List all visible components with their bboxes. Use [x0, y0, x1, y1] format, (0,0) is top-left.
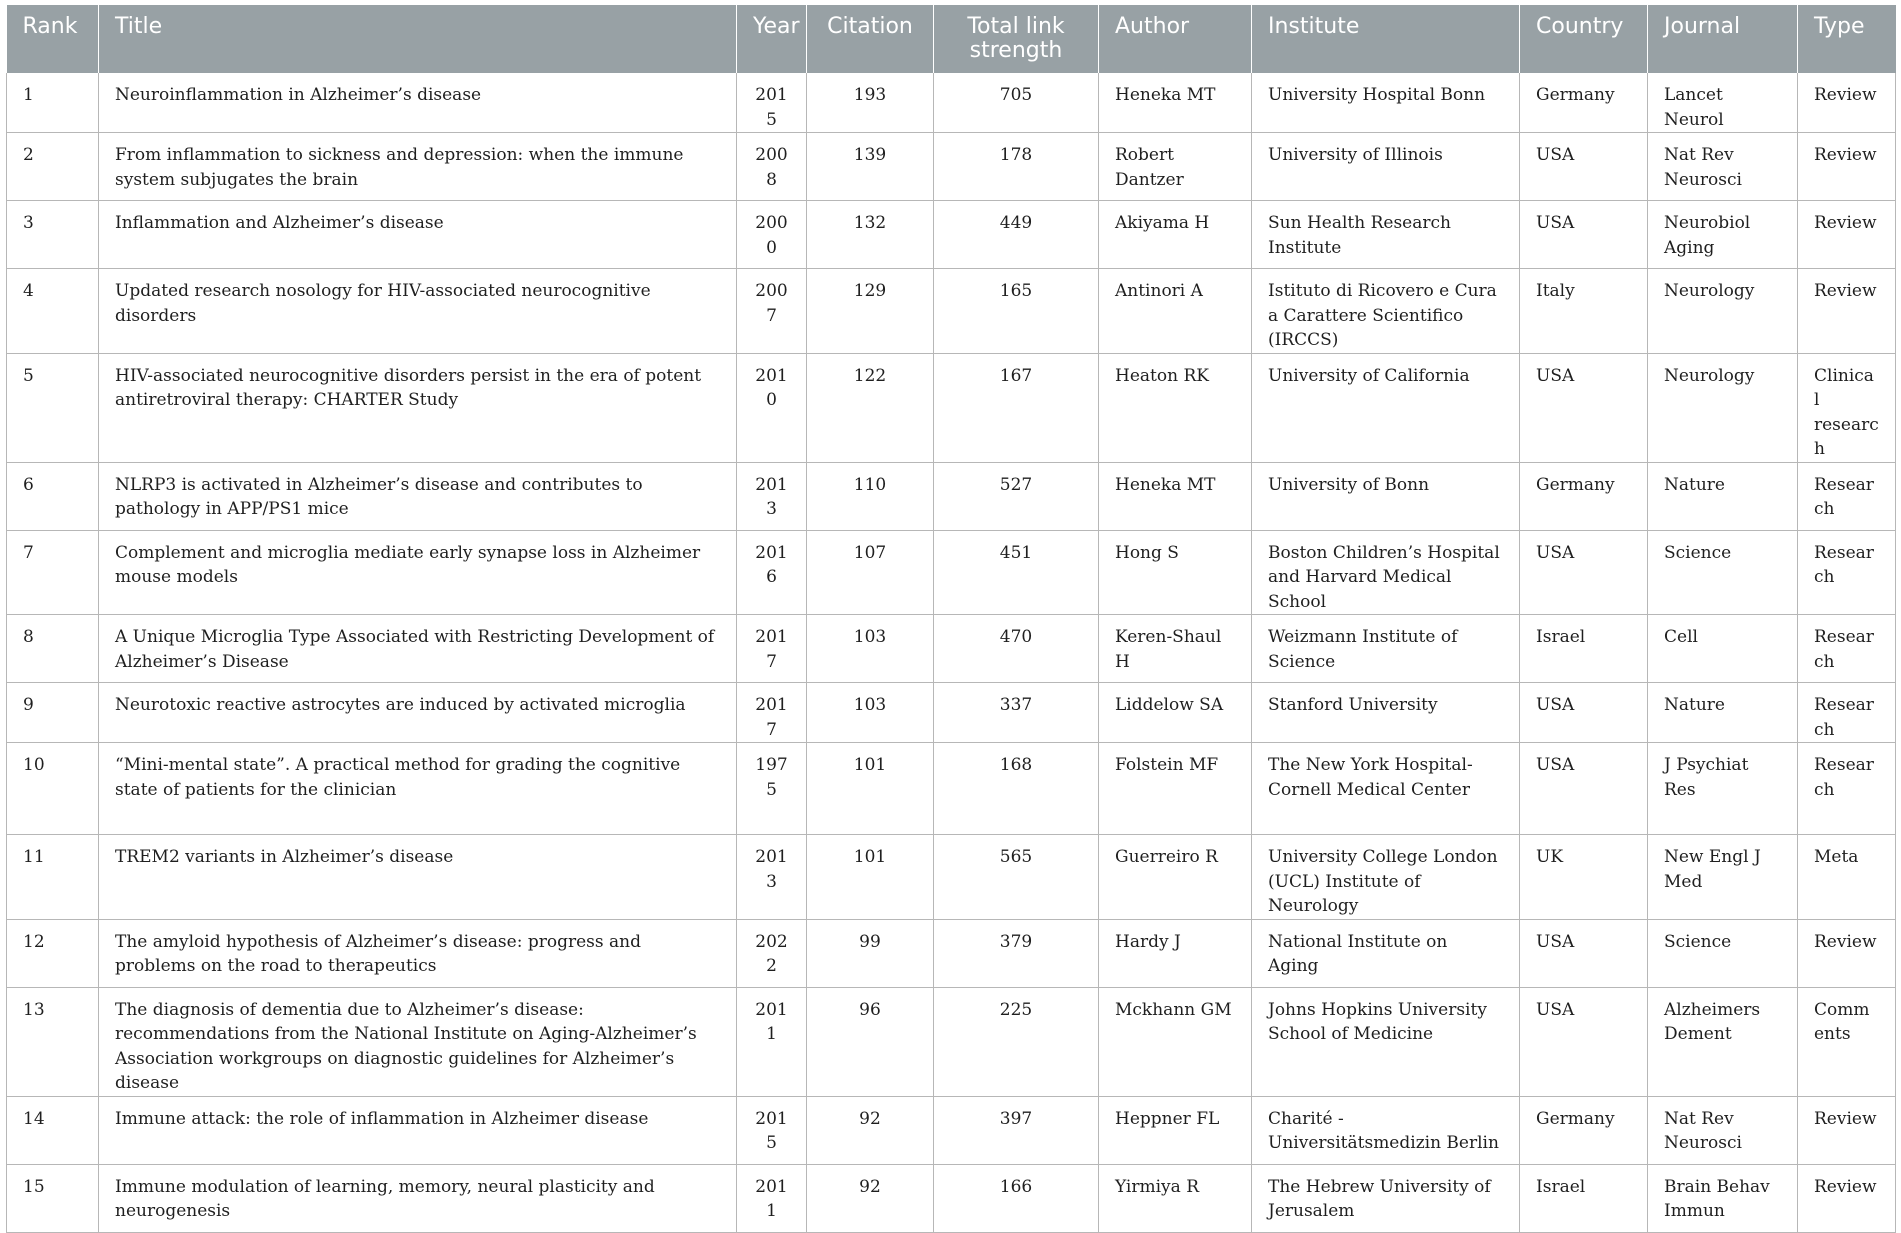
cell-citation: 107 — [807, 530, 934, 615]
cell-institute: The Hebrew University of Jerusalem — [1252, 1164, 1520, 1232]
cell-type: Comments — [1798, 987, 1896, 1096]
cell-author: Yirmiya R — [1099, 1164, 1252, 1232]
column-header-type: Type — [1798, 5, 1896, 73]
cell-journal: Brain Behav Immun — [1648, 1164, 1798, 1232]
cell-total-link-strength: 397 — [934, 1096, 1099, 1164]
cell-title: TREM2 variants in Alzheimer’s disease — [99, 835, 737, 920]
cell-institute: Boston Children’s Hospital and Harvard Medical School — [1252, 530, 1520, 615]
column-header-year: Year — [737, 5, 807, 73]
cell-rank: 13 — [7, 987, 99, 1096]
cell-type: Review — [1798, 1164, 1896, 1232]
table-body — [7, 73, 1896, 1232]
cell-type: Clinical research — [1798, 353, 1896, 462]
cell-type: Research — [1798, 530, 1896, 615]
table-row — [7, 1164, 1896, 1232]
cell-rank: 10 — [7, 743, 99, 835]
cell-title: HIV-associated neurocognitive disorders persist in the era of potent antiretroviral therapy: CHARTER Study — [99, 353, 737, 462]
table-row — [7, 987, 1896, 1096]
cell-title: “Mini-mental state”. A practical method for grading the cognitive state of patients for the clinician — [99, 743, 737, 835]
column-header-institute: Institute — [1252, 5, 1520, 73]
table-row — [7, 269, 1896, 354]
cell-author: Robert Dantzer — [1099, 133, 1252, 201]
cell-journal: Science — [1648, 530, 1798, 615]
cell-country: Germany — [1520, 462, 1648, 530]
cell-rank: 6 — [7, 462, 99, 530]
cell-year: 2008 — [737, 133, 807, 201]
cell-institute: Weizmann Institute of Science — [1252, 615, 1520, 683]
citation-table — [6, 5, 1896, 1233]
column-header-title: Title — [99, 5, 737, 73]
cell-institute: Sun Health Research Institute — [1252, 201, 1520, 269]
cell-institute: University of California — [1252, 353, 1520, 462]
cell-type: Review — [1798, 201, 1896, 269]
cell-total-link-strength: 165 — [934, 269, 1099, 354]
cell-rank: 2 — [7, 133, 99, 201]
table-row — [7, 615, 1896, 683]
cell-total-link-strength: 527 — [934, 462, 1099, 530]
cell-institute: Istituto di Ricovero e Cura a Carattere Scientifico (IRCCS) — [1252, 269, 1520, 354]
cell-total-link-strength: 337 — [934, 683, 1099, 743]
table-row — [7, 835, 1896, 920]
table-row — [7, 530, 1896, 615]
cell-type: Research — [1798, 683, 1896, 743]
cell-rank: 12 — [7, 919, 99, 987]
cell-year: 2013 — [737, 835, 807, 920]
cell-citation: 96 — [807, 987, 934, 1096]
cell-year: 2015 — [737, 1096, 807, 1164]
cell-title: NLRP3 is activated in Alzheimer’s disease and contributes to pathology in APP/PS1 mice — [99, 462, 737, 530]
cell-author: Heaton RK — [1099, 353, 1252, 462]
cell-country: USA — [1520, 987, 1648, 1096]
cell-title: Neuroinflammation in Alzheimer’s disease — [99, 73, 737, 133]
cell-institute: Johns Hopkins University School of Medicine — [1252, 987, 1520, 1096]
cell-journal: Neurology — [1648, 353, 1798, 462]
cell-total-link-strength: 705 — [934, 73, 1099, 133]
cell-author: Antinori A — [1099, 269, 1252, 354]
cell-total-link-strength: 379 — [934, 919, 1099, 987]
cell-author: Folstein MF — [1099, 743, 1252, 835]
cell-rank: 11 — [7, 835, 99, 920]
cell-country: Germany — [1520, 73, 1648, 133]
cell-rank: 3 — [7, 201, 99, 269]
cell-type: Review — [1798, 269, 1896, 354]
table-row — [7, 73, 1896, 133]
cell-journal: Nature — [1648, 683, 1798, 743]
cell-institute: The New York Hospital-Cornell Medical Center — [1252, 743, 1520, 835]
cell-journal: Lancet Neurol — [1648, 73, 1798, 133]
cell-journal: Nat Rev Neurosci — [1648, 1096, 1798, 1164]
cell-country: UK — [1520, 835, 1648, 920]
cell-country: USA — [1520, 133, 1648, 201]
table-row — [7, 133, 1896, 201]
cell-year: 2017 — [737, 615, 807, 683]
cell-author: Liddelow SA — [1099, 683, 1252, 743]
cell-country: Italy — [1520, 269, 1648, 354]
cell-type: Review — [1798, 919, 1896, 987]
cell-total-link-strength: 225 — [934, 987, 1099, 1096]
cell-total-link-strength: 178 — [934, 133, 1099, 201]
cell-country: USA — [1520, 683, 1648, 743]
cell-journal: Neurobiol Aging — [1648, 201, 1798, 269]
cell-country: Germany — [1520, 1096, 1648, 1164]
cell-journal: New Engl J Med — [1648, 835, 1798, 920]
cell-citation: 139 — [807, 133, 934, 201]
cell-title: A Unique Microglia Type Associated with Restricting Development of Alzheimer’s Disease — [99, 615, 737, 683]
table-row — [7, 353, 1896, 462]
cell-country: USA — [1520, 743, 1648, 835]
cell-year: 2017 — [737, 683, 807, 743]
cell-institute: University Hospital Bonn — [1252, 73, 1520, 133]
cell-author: Guerreiro R — [1099, 835, 1252, 920]
cell-author: Keren-Shaul H — [1099, 615, 1252, 683]
cell-author: Mckhann GM — [1099, 987, 1252, 1096]
column-header-citation: Citation — [807, 5, 934, 73]
cell-citation: 92 — [807, 1164, 934, 1232]
cell-institute: Stanford University — [1252, 683, 1520, 743]
cell-title: Immune modulation of learning, memory, neural plasticity and neurogenesis — [99, 1164, 737, 1232]
cell-type: Research — [1798, 743, 1896, 835]
cell-country: Israel — [1520, 615, 1648, 683]
cell-year: 2022 — [737, 919, 807, 987]
cell-year: 1975 — [737, 743, 807, 835]
cell-author: Hardy J — [1099, 919, 1252, 987]
cell-year: 2011 — [737, 987, 807, 1096]
cell-journal: Alzheimers Dement — [1648, 987, 1798, 1096]
cell-year: 2013 — [737, 462, 807, 530]
cell-country: USA — [1520, 201, 1648, 269]
cell-author: Hong S — [1099, 530, 1252, 615]
column-header-country: Country — [1520, 5, 1648, 73]
cell-year: 2010 — [737, 353, 807, 462]
header-row — [7, 5, 1896, 73]
cell-country: USA — [1520, 530, 1648, 615]
cell-citation: 193 — [807, 73, 934, 133]
cell-rank: 4 — [7, 269, 99, 354]
column-header-rank: Rank — [7, 5, 99, 73]
cell-institute: National Institute on Aging — [1252, 919, 1520, 987]
column-header-journal: Journal — [1648, 5, 1798, 73]
column-header-author: Author — [1099, 5, 1252, 73]
cell-journal: Nat Rev Neurosci — [1648, 133, 1798, 201]
table-row — [7, 683, 1896, 743]
table-row — [7, 919, 1896, 987]
cell-year: 2016 — [737, 530, 807, 615]
cell-type: Review — [1798, 1096, 1896, 1164]
cell-institute: University of Illinois — [1252, 133, 1520, 201]
cell-author: Heppner FL — [1099, 1096, 1252, 1164]
cell-type: Review — [1798, 73, 1896, 133]
column-header-total-link-strength: Total link strength — [934, 5, 1099, 73]
cell-title: Neurotoxic reactive astrocytes are induced by activated microglia — [99, 683, 737, 743]
cell-total-link-strength: 451 — [934, 530, 1099, 615]
cell-total-link-strength: 449 — [934, 201, 1099, 269]
cell-type: Review — [1798, 133, 1896, 201]
cell-type: Meta — [1798, 835, 1896, 920]
cell-citation: 101 — [807, 743, 934, 835]
cell-journal: Neurology — [1648, 269, 1798, 354]
cell-total-link-strength: 470 — [934, 615, 1099, 683]
cell-citation: 129 — [807, 269, 934, 354]
cell-title: The diagnosis of dementia due to Alzheimer’s disease: recommendations from the National Institute on Aging-Alzheimer’s Association workgroups on diagnostic guidelines for Alzheimer’s disease — [99, 987, 737, 1096]
cell-institute: Charité - Universitätsmedizin Berlin — [1252, 1096, 1520, 1164]
table-row — [7, 743, 1896, 835]
cell-journal: J Psychiat Res — [1648, 743, 1798, 835]
cell-title: From inflammation to sickness and depression: when the immune system subjugates the brain — [99, 133, 737, 201]
cell-rank: 15 — [7, 1164, 99, 1232]
cell-total-link-strength: 565 — [934, 835, 1099, 920]
cell-country: USA — [1520, 353, 1648, 462]
cell-title: Updated research nosology for HIV-associated neurocognitive disorders — [99, 269, 737, 354]
cell-title: Immune attack: the role of inflammation in Alzheimer disease — [99, 1096, 737, 1164]
cell-year: 2011 — [737, 1164, 807, 1232]
cell-rank: 1 — [7, 73, 99, 133]
cell-rank: 14 — [7, 1096, 99, 1164]
cell-type: Research — [1798, 462, 1896, 530]
cell-author: Akiyama H — [1099, 201, 1252, 269]
cell-rank: 5 — [7, 353, 99, 462]
cell-citation: 101 — [807, 835, 934, 920]
cell-institute: University of Bonn — [1252, 462, 1520, 530]
cell-journal: Nature — [1648, 462, 1798, 530]
cell-title: Inflammation and Alzheimer’s disease — [99, 201, 737, 269]
cell-journal: Cell — [1648, 615, 1798, 683]
table-row — [7, 462, 1896, 530]
cell-citation: 122 — [807, 353, 934, 462]
cell-citation: 103 — [807, 615, 934, 683]
cell-type: Research — [1798, 615, 1896, 683]
cell-country: Israel — [1520, 1164, 1648, 1232]
cell-rank: 7 — [7, 530, 99, 615]
table-header — [7, 5, 1896, 73]
cell-year: 2000 — [737, 201, 807, 269]
cell-journal: Science — [1648, 919, 1798, 987]
cell-citation: 92 — [807, 1096, 934, 1164]
cell-country: USA — [1520, 919, 1648, 987]
cell-citation: 132 — [807, 201, 934, 269]
cell-citation: 103 — [807, 683, 934, 743]
table-row — [7, 201, 1896, 269]
cell-year: 2015 — [737, 73, 807, 133]
cell-year: 2007 — [737, 269, 807, 354]
cell-total-link-strength: 167 — [934, 353, 1099, 462]
table-row — [7, 1096, 1896, 1164]
cell-total-link-strength: 168 — [934, 743, 1099, 835]
cell-institute: University College London (UCL) Institute of Neurology — [1252, 835, 1520, 920]
cell-rank: 8 — [7, 615, 99, 683]
cell-title: Complement and microglia mediate early synapse loss in Alzheimer mouse models — [99, 530, 737, 615]
cell-author: Heneka MT — [1099, 73, 1252, 133]
cell-author: Heneka MT — [1099, 462, 1252, 530]
cell-rank: 9 — [7, 683, 99, 743]
cell-citation: 110 — [807, 462, 934, 530]
cell-title: The amyloid hypothesis of Alzheimer’s disease: progress and problems on the road to therapeutics — [99, 919, 737, 987]
cell-total-link-strength: 166 — [934, 1164, 1099, 1232]
cell-citation: 99 — [807, 919, 934, 987]
